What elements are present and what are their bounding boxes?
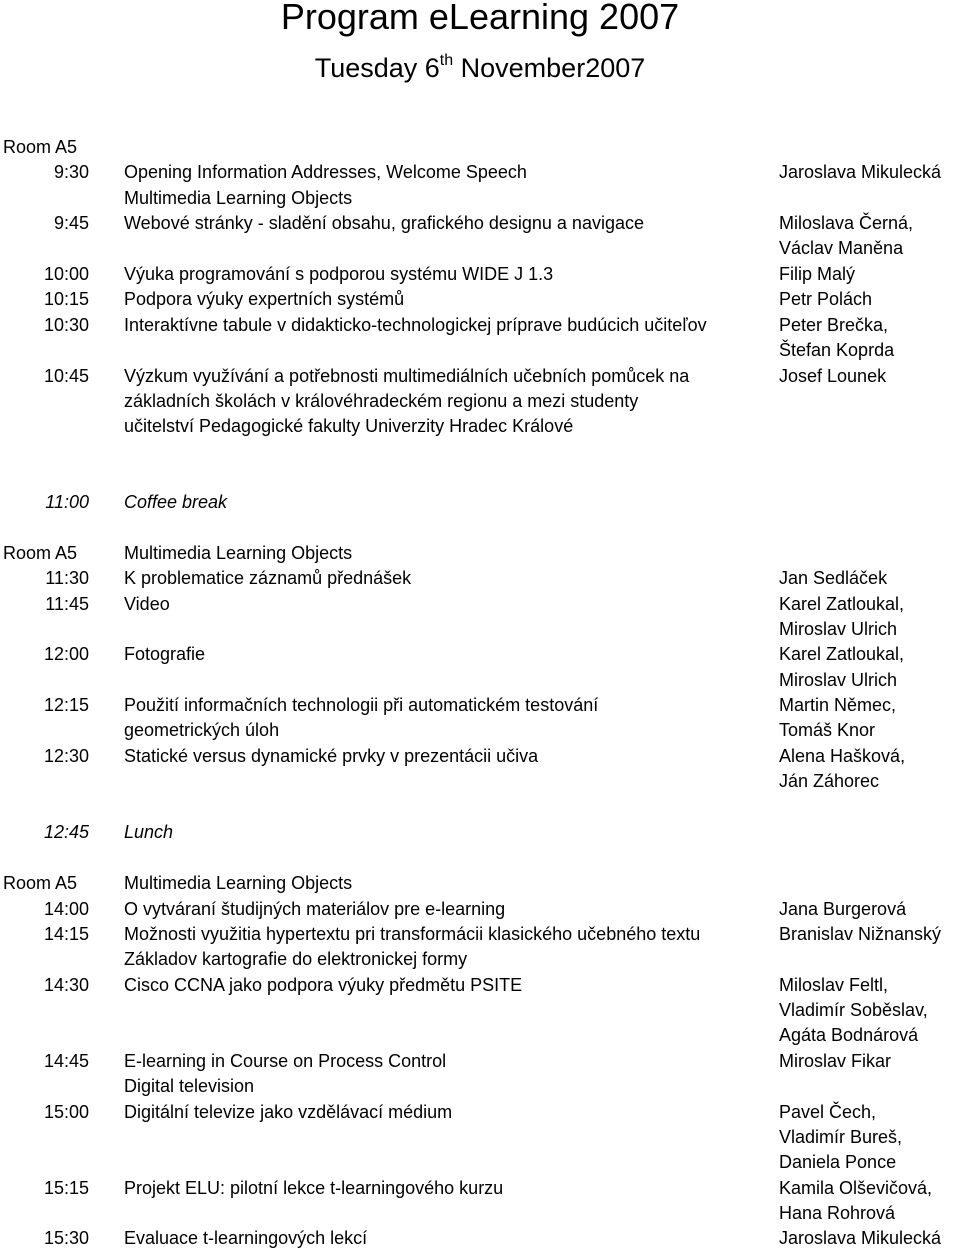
section-heading: Multimedia Learning Objects [124,873,353,893]
schedule-row [0,693,960,718]
session-title: Výuka programování s podporou systému WIDE J 1.3 [124,264,554,284]
session-time: 12:45 [43,822,89,842]
schedule-row [0,389,960,414]
session-title: Podpora výuky expertních systémů [124,289,405,309]
schedule-row [0,820,960,845]
session-title: Základov kartografie do elektronickej formy [124,949,468,969]
schedule-row [0,592,960,617]
session-title: geometrických úloh [124,720,280,740]
session-time: 9:30 [53,162,89,182]
session-title: Cisco CCNA jako podpora výuky předmětu PSITE [124,975,523,995]
schedule-row [0,769,960,794]
session-speaker: Branislav Nižnanský [779,924,942,944]
schedule-row [0,744,960,769]
schedule-row [0,1176,960,1201]
session-time: 14:00 [43,899,89,919]
schedule-row [0,947,960,972]
session-time: 12:00 [43,644,89,664]
session-speaker: Jaroslava Mikulecká [779,162,942,182]
session-speaker: Vladimír Soběslav, [779,1000,928,1020]
session-time: 15:00 [43,1102,89,1122]
session-title: Možnosti využitia hypertextu pri transformácii klasického učebného textu [124,924,701,944]
schedule-row [0,135,960,160]
schedule-row [0,668,960,693]
schedule-row [0,1125,960,1150]
session-title: základních školách v královéhradeckém regionu a mezi studenty [124,391,639,411]
session-speaker: Miloslav Feltl, [779,975,889,995]
session-time: 14:45 [43,1051,89,1071]
session-title: Lunch [124,822,174,842]
session-speaker: Pavel Čech, [779,1102,877,1122]
session-time: 11:00 [45,492,89,512]
session-speaker: Ján Záhorec [779,771,880,791]
session-speaker: Jaroslava Mikulecká [779,1228,942,1248]
session-speaker: Filip Malý [779,264,856,284]
session-title: Coffee break [124,492,228,512]
room-label: Room A5 [3,543,78,563]
session-time: 10:30 [43,315,89,335]
schedule-row [0,1226,960,1251]
session-title: Použití informačních technologii při automatickém testování [124,695,599,715]
session-title: Digitální televize jako vzdělávací médium [124,1102,453,1122]
session-title: K problematice záznamů přednášek [124,568,412,588]
session-speaker: Miloslava Černá, [779,213,914,233]
session-speaker: Petr Polách [779,289,873,309]
session-speaker: Štefan Koprda [779,340,895,360]
session-speaker: Alena Hašková, [779,746,906,766]
schedule-row [0,897,960,922]
session-speaker: Václav Maněna [779,238,904,258]
session-title: Webové stránky - sladění obsahu, grafického designu a navigace [124,213,644,233]
session-speaker: Jana Burgerová [779,899,907,919]
page-subtitle [0,52,960,84]
schedule-row [0,490,960,515]
session-title: Evaluace t-learningových lekcí [124,1228,368,1248]
session-time: 11:30 [45,568,89,588]
schedule-row [0,414,960,439]
schedule-row [0,236,960,261]
schedule-row [0,262,960,287]
schedule-row [0,541,960,566]
session-time: 15:15 [43,1178,89,1198]
schedule-row [0,1201,960,1226]
session-time: 11:45 [45,594,89,614]
session-speaker: Hana Rohrová [779,1203,896,1223]
session-speaker: Karel Zatloukal, [779,594,905,614]
session-speaker: Agáta Bodnárová [779,1025,919,1045]
session-title: Video [124,594,170,614]
session-speaker: Karel Zatloukal, [779,644,905,664]
session-title: Interaktívne tabule v didakticko-technologickej príprave budúcich učiteľov [124,315,707,335]
room-label: Room A5 [3,873,78,893]
session-speaker: Daniela Ponce [779,1152,897,1172]
session-speaker: Kamila Olševičová, [779,1178,933,1198]
session-speaker: Tomáš Knor [779,720,876,740]
session-time: 9:45 [53,213,89,233]
session-time: 12:30 [43,746,89,766]
section-heading: Multimedia Learning Objects [124,543,353,563]
schedule-row [0,566,960,591]
schedule-row [0,1100,960,1125]
session-speaker: Martin Němec, [779,695,897,715]
schedule-row [0,718,960,743]
session-speaker: Miroslav Ulrich [779,670,898,690]
session-speaker: Miroslav Fikar [779,1051,892,1071]
schedule-row [0,973,960,998]
schedule-row [0,287,960,312]
session-speaker: Peter Brečka, [779,315,889,335]
subtitle-date: Tuesday 6 [314,53,440,83]
session-title: O vytváraní študijných materiálov pre e-learning [124,899,506,919]
schedule-row [0,160,960,185]
schedule-row [0,338,960,363]
schedule-row [0,186,960,211]
schedule-row [0,313,960,338]
session-time: 15:30 [43,1228,89,1248]
schedule-row [0,871,960,896]
subtitle-ordinal-suffix: th [439,52,454,69]
subtitle-month-year: November2007 [453,53,646,83]
session-title: Projekt ELU: pilotní lekce t-learningového kurzu [124,1178,504,1198]
schedule-row [0,1150,960,1175]
session-title: Opening Information Addresses, Welcome Speech [124,162,527,182]
session-time: 14:30 [43,975,89,995]
session-speaker: Vladimír Bureš, [779,1127,903,1147]
schedule-row [0,1023,960,1048]
session-title: Výzkum využívání a potřebnosti multimediálních učebních pomůcek na [124,366,690,386]
session-speaker: Josef Lounek [779,366,887,386]
session-time: 10:15 [43,289,89,309]
schedule-row [0,1074,960,1099]
session-title: Fotografie [124,644,206,664]
session-time: 10:00 [43,264,89,284]
schedule-row [0,1049,960,1074]
session-time: 12:15 [43,695,89,715]
session-title: učitelství Pedagogické fakulty Univerzity Hradec Králové [124,416,574,436]
session-speaker: Miroslav Ulrich [779,619,898,639]
section-heading: Digital television [124,1076,255,1096]
session-title: E-learning in Course on Process Control [124,1051,447,1071]
room-label: Room A5 [3,137,78,157]
page-title: Program eLearning 2007 [280,0,680,37]
schedule-row [0,211,960,236]
schedule-row [0,364,960,389]
session-time: 10:45 [43,366,89,386]
schedule-row [0,642,960,667]
schedule-row [0,998,960,1023]
session-time: 14:15 [43,924,89,944]
session-title: Statické versus dynamické prvky v prezentácii učiva [124,746,539,766]
session-speaker: Jan Sedláček [779,568,888,588]
schedule-row [0,922,960,947]
section-heading: Multimedia Learning Objects [124,188,353,208]
schedule-row [0,617,960,642]
